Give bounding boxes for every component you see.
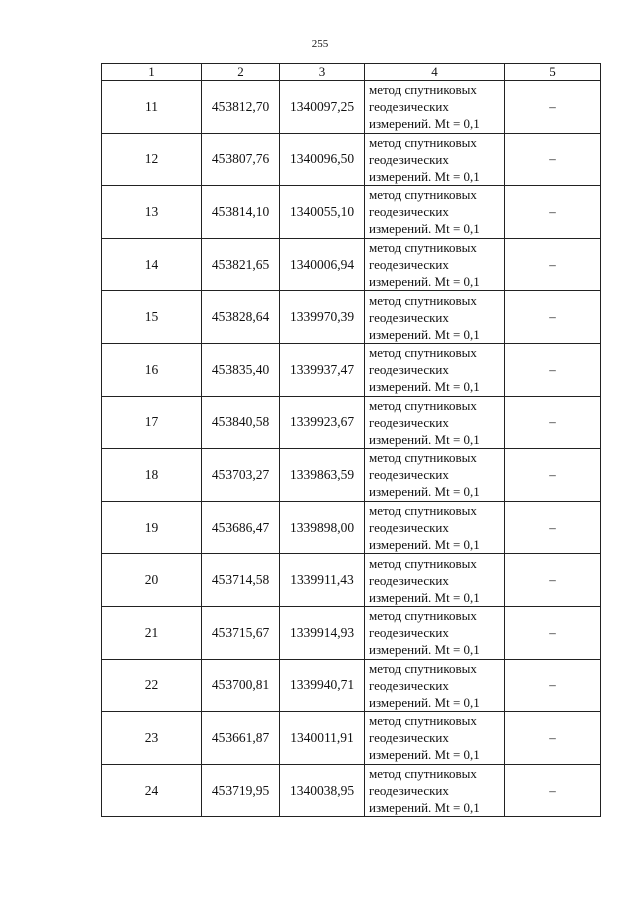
header-col-2: 2: [202, 64, 280, 81]
table-row: [102, 133, 601, 186]
x-coordinate-cell: 453686,47: [202, 501, 280, 554]
point-number-cell: 23: [102, 712, 202, 765]
point-number-cell: 17: [102, 396, 202, 449]
note-cell: –: [505, 554, 601, 607]
method-line: геодезических: [369, 257, 449, 273]
method-line: геодезических: [369, 414, 449, 430]
table-row: [102, 659, 601, 712]
method-cell: [365, 712, 505, 765]
x-coordinate-cell: 453814,10: [202, 186, 280, 239]
header-row: [102, 64, 601, 81]
y-coordinate-cell: 1339970,39: [280, 291, 365, 344]
y-coordinate-cell: 1339937,47: [280, 343, 365, 396]
table-body: [102, 81, 601, 817]
method-cell: [365, 449, 505, 502]
point-number-cell: 14: [102, 238, 202, 291]
method-cell: [365, 764, 505, 817]
method-line: геодезических: [369, 783, 449, 799]
y-coordinate-cell: 1340097,25: [280, 81, 365, 134]
method-line: метод спутниковых: [369, 397, 477, 413]
x-coordinate-cell: 453703,27: [202, 449, 280, 502]
y-coordinate-cell: 1339911,43: [280, 554, 365, 607]
method-line: геодезических: [369, 362, 449, 378]
x-coordinate-cell: 453661,87: [202, 712, 280, 765]
x-coordinate-cell: 453828,64: [202, 291, 280, 344]
method-line: метод спутниковых: [369, 555, 477, 571]
point-number-cell: 16: [102, 343, 202, 396]
point-number-cell: 19: [102, 501, 202, 554]
method-line: геодезических: [369, 151, 449, 167]
header-col-3: 3: [280, 64, 365, 81]
method-line: измерений. Mt = 0,1: [369, 431, 480, 447]
x-coordinate-cell: 453821,65: [202, 238, 280, 291]
note-cell: –: [505, 606, 601, 659]
method-line: измерений. Mt = 0,1: [369, 800, 480, 816]
point-number-cell: 15: [102, 291, 202, 344]
method-line: геодезических: [369, 677, 449, 693]
table-row: [102, 764, 601, 817]
table-header: [102, 64, 601, 81]
table-row: [102, 449, 601, 502]
note-cell: –: [505, 396, 601, 449]
table-row: [102, 291, 601, 344]
table-row: [102, 396, 601, 449]
method-cell: [365, 501, 505, 554]
method-cell: [365, 291, 505, 344]
method-line: измерений. Mt = 0,1: [369, 537, 480, 553]
x-coordinate-cell: 453715,67: [202, 606, 280, 659]
note-cell: –: [505, 501, 601, 554]
method-cell: [365, 81, 505, 134]
method-line: измерений. Mt = 0,1: [369, 642, 480, 658]
method-cell: [365, 396, 505, 449]
header-col-5: 5: [505, 64, 601, 81]
x-coordinate-cell: 453714,58: [202, 554, 280, 607]
point-number-cell: 12: [102, 133, 202, 186]
method-line: метод спутниковых: [369, 608, 477, 624]
x-coordinate-cell: 453835,40: [202, 343, 280, 396]
method-line: измерений. Mt = 0,1: [369, 379, 480, 395]
table-row: [102, 501, 601, 554]
method-cell: [365, 606, 505, 659]
method-line: измерений. Mt = 0,1: [369, 747, 480, 763]
method-line: измерений. Mt = 0,1: [369, 484, 480, 500]
method-line: измерений. Mt = 0,1: [369, 221, 480, 237]
x-coordinate-cell: 453812,70: [202, 81, 280, 134]
method-line: измерений. Mt = 0,1: [369, 116, 480, 132]
method-line: измерений. Mt = 0,1: [369, 168, 480, 184]
y-coordinate-cell: 1340038,95: [280, 764, 365, 817]
note-cell: –: [505, 291, 601, 344]
method-line: измерений. Mt = 0,1: [369, 589, 480, 605]
note-cell: –: [505, 449, 601, 502]
method-line: геодезических: [369, 625, 449, 641]
method-line: геодезических: [369, 309, 449, 325]
note-cell: –: [505, 659, 601, 712]
method-cell: [365, 343, 505, 396]
note-cell: –: [505, 764, 601, 817]
method-line: измерений. Mt = 0,1: [369, 274, 480, 290]
point-number-cell: 22: [102, 659, 202, 712]
x-coordinate-cell: 453840,58: [202, 396, 280, 449]
point-number-cell: 13: [102, 186, 202, 239]
table-row: [102, 81, 601, 134]
point-number-cell: 20: [102, 554, 202, 607]
point-number-cell: 18: [102, 449, 202, 502]
method-line: метод спутниковых: [369, 713, 477, 729]
method-cell: [365, 554, 505, 607]
note-cell: –: [505, 238, 601, 291]
y-coordinate-cell: 1339914,93: [280, 606, 365, 659]
note-cell: –: [505, 81, 601, 134]
x-coordinate-cell: 453700,81: [202, 659, 280, 712]
y-coordinate-cell: 1339923,67: [280, 396, 365, 449]
y-coordinate-cell: 1339863,59: [280, 449, 365, 502]
y-coordinate-cell: 1340096,50: [280, 133, 365, 186]
method-line: геодезических: [369, 204, 449, 220]
table-row: [102, 186, 601, 239]
header-col-1: 1: [102, 64, 202, 81]
method-line: измерений. Mt = 0,1: [369, 326, 480, 342]
y-coordinate-cell: 1340006,94: [280, 238, 365, 291]
method-cell: [365, 133, 505, 186]
method-line: геодезических: [369, 572, 449, 588]
note-cell: –: [505, 343, 601, 396]
method-cell: [365, 186, 505, 239]
method-line: геодезических: [369, 99, 449, 115]
coordinates-table: [101, 63, 601, 817]
y-coordinate-cell: 1339898,00: [280, 501, 365, 554]
point-number-cell: 21: [102, 606, 202, 659]
method-line: метод спутниковых: [369, 82, 477, 98]
method-line: метод спутниковых: [369, 660, 477, 676]
method-line: метод спутниковых: [369, 240, 477, 256]
method-line: метод спутниковых: [369, 345, 477, 361]
method-line: геодезических: [369, 520, 449, 536]
header-col-4: 4: [365, 64, 505, 81]
table-row: [102, 606, 601, 659]
table-row: [102, 343, 601, 396]
page-number: 255: [311, 38, 329, 50]
method-line: метод спутниковых: [369, 292, 477, 308]
x-coordinate-cell: 453719,95: [202, 764, 280, 817]
table-row: [102, 554, 601, 607]
method-line: метод спутниковых: [369, 503, 477, 519]
note-cell: –: [505, 712, 601, 765]
method-line: геодезических: [369, 730, 449, 746]
method-line: метод спутниковых: [369, 187, 477, 203]
point-number-cell: 11: [102, 81, 202, 134]
note-cell: –: [505, 186, 601, 239]
method-line: измерений. Mt = 0,1: [369, 694, 480, 710]
x-coordinate-cell: 453807,76: [202, 133, 280, 186]
method-cell: [365, 238, 505, 291]
table-row: [102, 712, 601, 765]
method-line: геодезических: [369, 467, 449, 483]
method-line: метод спутниковых: [369, 766, 477, 782]
table-row: [102, 238, 601, 291]
method-line: метод спутниковых: [369, 134, 477, 150]
y-coordinate-cell: 1340011,91: [280, 712, 365, 765]
point-number-cell: 24: [102, 764, 202, 817]
y-coordinate-cell: 1339940,71: [280, 659, 365, 712]
method-line: метод спутниковых: [369, 450, 477, 466]
method-cell: [365, 659, 505, 712]
y-coordinate-cell: 1340055,10: [280, 186, 365, 239]
note-cell: –: [505, 133, 601, 186]
